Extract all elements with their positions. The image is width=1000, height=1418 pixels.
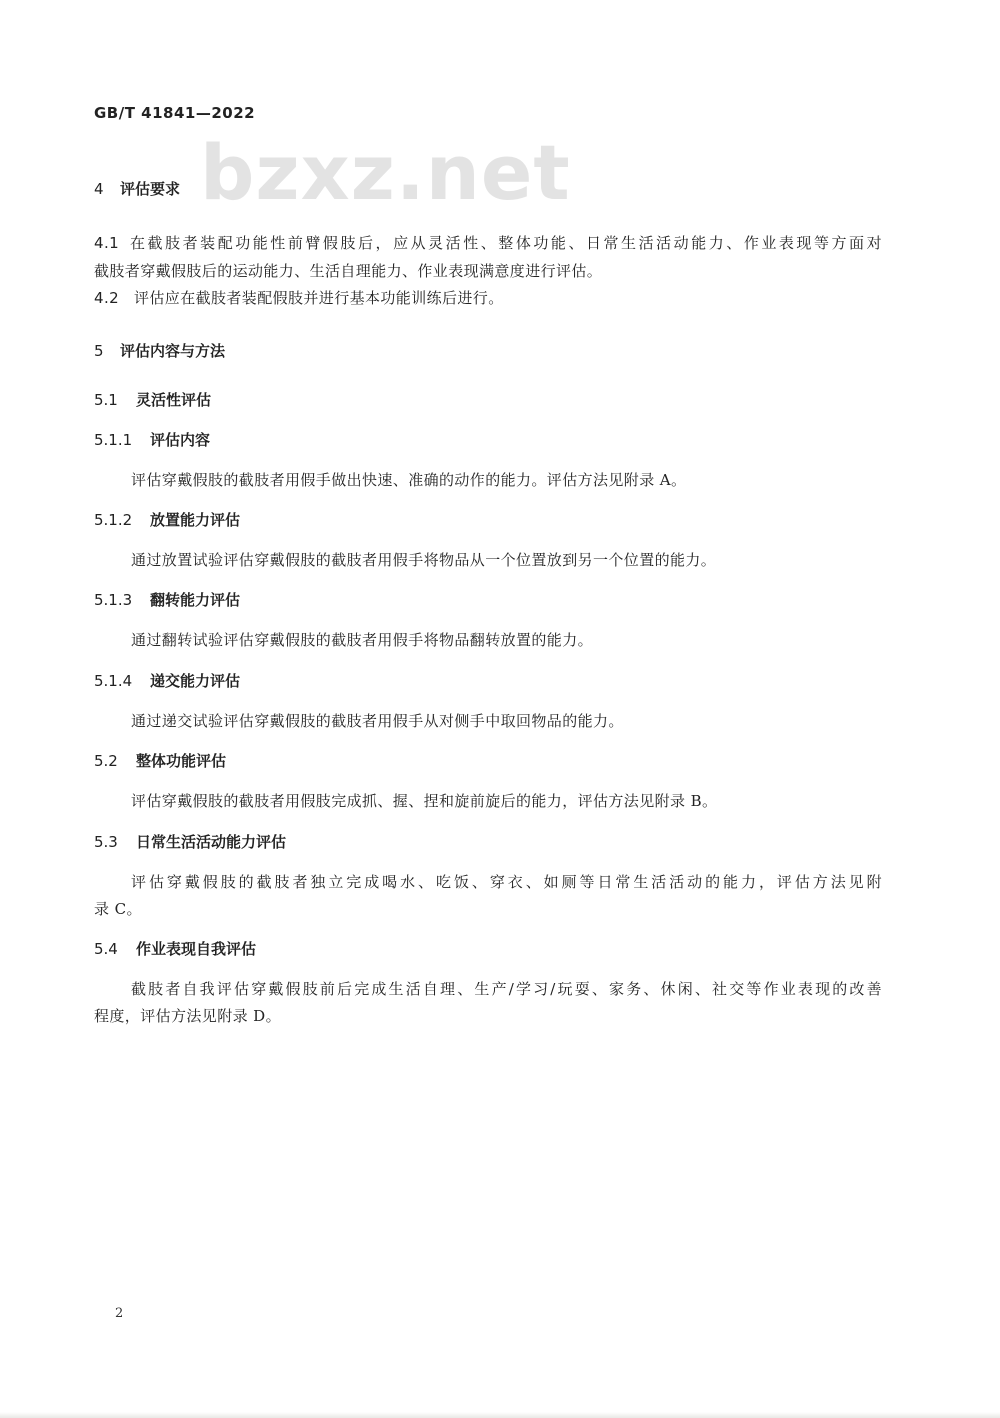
section-number: 4 bbox=[94, 180, 104, 198]
section-title: 翻转能力评估 bbox=[150, 591, 241, 609]
section-title: 评估要求 bbox=[120, 180, 181, 198]
section-5-1-1-text: 评估穿戴假肢的截肢者用假手做出快速、准确的动作的能力。评估方法见附录 A。 bbox=[131, 471, 687, 489]
section-title: 评估内容与方法 bbox=[120, 342, 226, 360]
clause-4-2 bbox=[94, 289, 504, 307]
watermark: bzxz.net bbox=[200, 128, 571, 217]
section-5-3-heading bbox=[94, 833, 286, 851]
section-5-1-4-text: 通过递交试验评估穿戴假肢的截肢者用假手从对侧手中取回物品的能力。 bbox=[131, 712, 624, 730]
section-4-heading bbox=[94, 180, 180, 198]
paragraph-line: 截肢者自我评估穿戴假肢前后完成生活自理、生产/学习/玩耍、家务、休闲、社交等作业表现的改善 bbox=[131, 980, 882, 998]
section-5-1-3-text: 通过翻转试验评估穿戴假肢的截肢者用假手将物品翻转放置的能力。 bbox=[131, 631, 594, 649]
section-5-3-text-line-1 bbox=[131, 873, 882, 891]
section-5-4-heading bbox=[94, 940, 256, 958]
section-5-2-text: 评估穿戴假肢的截肢者用假肢完成抓、握、捏和旋前旋后的能力，评估方法见附录 B。 bbox=[131, 792, 718, 810]
section-number: 5.2 bbox=[94, 752, 118, 770]
page-edge bbox=[0, 1412, 1000, 1418]
section-5-4-text-line-2: 程度，评估方法见附录 D。 bbox=[94, 1007, 281, 1025]
clause-4-1-line-1 bbox=[94, 234, 882, 252]
section-5-1-3-heading bbox=[94, 591, 240, 609]
clause-number: 4.1 bbox=[94, 234, 120, 252]
section-number: 5.1 bbox=[94, 391, 118, 409]
section-title: 递交能力评估 bbox=[150, 672, 241, 690]
standard-code: GB/T 41841—2022 bbox=[94, 104, 256, 122]
section-5-1-2-text: 通过放置试验评估穿戴假肢的截肢者用假手将物品从一个位置放到另一个位置的能力。 bbox=[131, 551, 717, 569]
section-5-1-4-heading bbox=[94, 672, 240, 690]
section-5-1-1-heading bbox=[94, 431, 210, 449]
section-5-1-2-heading bbox=[94, 511, 240, 529]
clause-number: 4.2 bbox=[94, 289, 120, 307]
section-number: 5.1.3 bbox=[94, 591, 133, 609]
section-5-3-text-line-2: 录 C。 bbox=[94, 900, 142, 918]
section-number: 5.1.1 bbox=[94, 431, 133, 449]
clause-4-1-line-2: 截肢者穿戴假肢后的运动能力、生活自理能力、作业表现满意度进行评估。 bbox=[94, 262, 603, 280]
section-title: 放置能力评估 bbox=[150, 511, 241, 529]
section-number: 5 bbox=[94, 342, 104, 360]
section-title: 日常生活活动能力评估 bbox=[136, 833, 287, 851]
section-5-4-text-line-1 bbox=[131, 980, 882, 998]
paragraph-line: 评估穿戴假肢的截肢者独立完成喝水、吃饭、穿衣、如厕等日常生活活动的能力，评估方法见附 bbox=[131, 873, 882, 891]
section-number: 5.1.2 bbox=[94, 511, 133, 529]
section-title: 整体功能评估 bbox=[136, 752, 227, 770]
section-5-1-heading bbox=[94, 391, 211, 409]
section-5-2-heading bbox=[94, 752, 226, 770]
section-5-heading bbox=[94, 342, 225, 360]
section-title: 评估内容 bbox=[150, 431, 211, 449]
clause-text: 评估应在截肢者装配假肢并进行基本功能训练后进行。 bbox=[134, 289, 504, 307]
section-number: 5.1.4 bbox=[94, 672, 133, 690]
section-number: 5.3 bbox=[94, 833, 118, 851]
clause-text: 在截肢者装配功能性前臂假肢后，应从灵活性、整体功能、日常生活活动能力、作业表现等方面对 bbox=[130, 234, 882, 252]
section-title: 灵活性评估 bbox=[136, 391, 212, 409]
section-title: 作业表现自我评估 bbox=[136, 940, 257, 958]
page-number: 2 bbox=[115, 1306, 124, 1321]
section-number: 5.4 bbox=[94, 940, 118, 958]
